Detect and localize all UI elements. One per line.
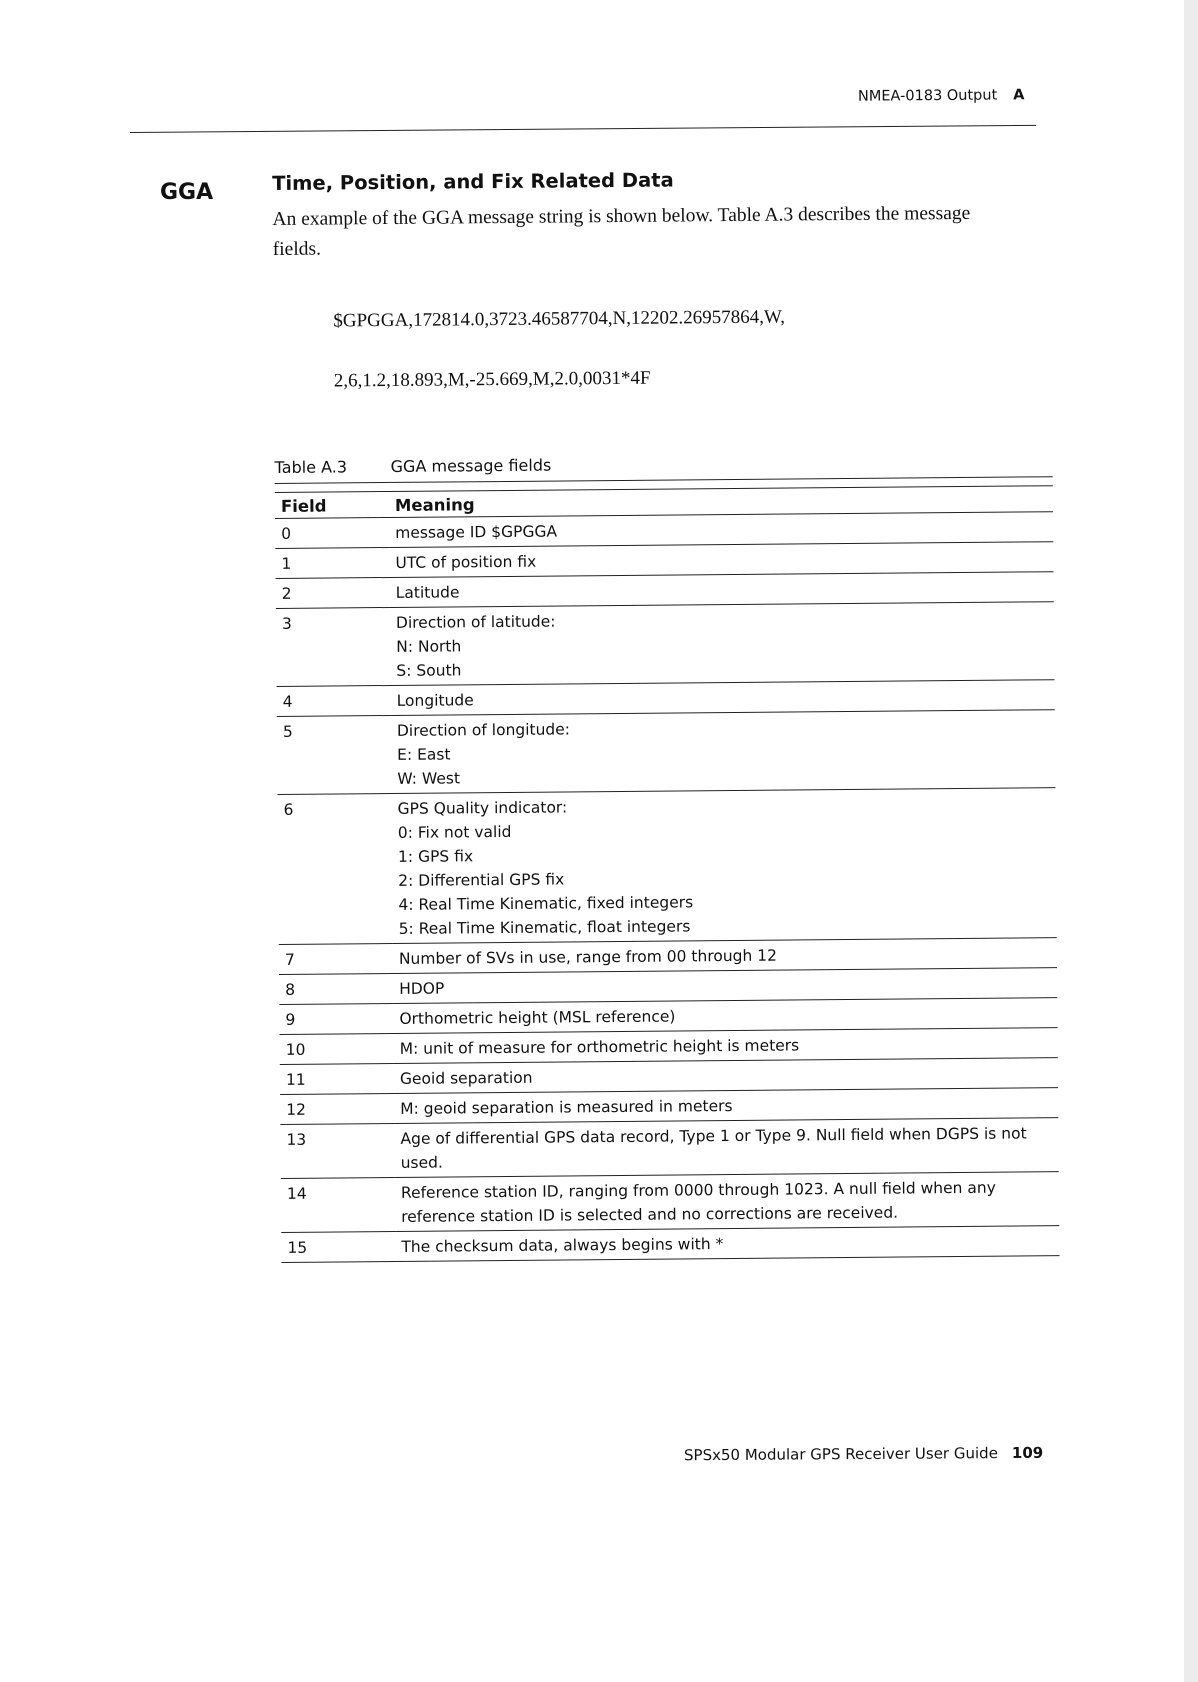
field-number: 3 [276,607,391,686]
field-meaning [390,602,1055,686]
gga-fields-table [275,485,1060,1263]
guide-title: SPSx50 Modular GPS Receiver User Guide [683,1444,998,1465]
meaning-option: E: East [397,745,451,764]
section-title: Time, Position, and Fix Related Data [272,168,674,195]
field-meaning [391,788,1056,944]
meaning-text: HDOP [399,979,445,998]
field-number: 0 [275,517,389,548]
meaning-option: 2: Differential GPS fix [398,870,565,890]
meaning-text: M: unit of measure for orthometric height is meters [399,1036,800,1058]
meaning-text: Geoid separation [399,1068,533,1088]
table-row [276,602,1055,687]
meaning-option: W: West [397,769,461,788]
meaning-option: 5: Real Time Kinematic, float integers [398,917,691,938]
table-number: Table A.3 [274,457,348,477]
meaning-text: message ID $GPGGA [395,522,558,542]
running-title: NMEA-0183 Output [857,87,998,105]
page-edge [1184,0,1198,1682]
table-row [281,1172,1059,1233]
meaning-text: Direction of longitude: [396,720,571,740]
field-number: 2 [276,577,390,608]
field-number: 15 [281,1231,395,1262]
meaning-text: Age of differential GPS data record, Type 1 or Type 9. Null field when DGPS is not used. [400,1124,1027,1172]
meaning-text: The checksum data, always begins with * [401,1235,724,1256]
field-number: 11 [280,1063,394,1094]
page-number: 109 [1011,1443,1044,1462]
field-meaning [394,1118,1058,1178]
field-meaning [395,1226,1059,1262]
field-number: 9 [279,1003,393,1034]
section-tag: GGA [160,180,214,205]
meaning-option: S: South [396,661,462,680]
meaning-text: UTC of position fix [395,552,537,572]
table-row [277,788,1056,945]
meaning-option: 1: GPS fix [397,847,474,866]
meaning-text: Longitude [396,691,474,710]
col-header-field: Field [275,491,389,518]
field-number: 4 [277,685,391,716]
meaning-option: N: North [396,637,462,656]
table-row [280,1118,1058,1179]
table-caption-text: GGA message fields [390,455,552,476]
meaning-text: GPS Quality indicator: [397,798,568,818]
main-content [272,161,1072,1263]
meaning-text: Latitude [395,583,460,602]
appendix-letter: A [1013,87,1025,104]
meaning-text: Direction of latitude: [395,612,556,632]
field-number: 10 [280,1033,394,1064]
example-line-1: $GPGGA,172814.0,3723.46587704,N,12202.26957864,W, [333,306,786,332]
meaning-text: Reference station ID, ranging from 0000 through 1023. A null field when any reference station ID is selected and no corrections are received. [400,1178,996,1226]
table-row [281,1226,1059,1263]
field-number: 5 [277,715,392,794]
running-head [858,87,1025,104]
table-body [275,512,1059,1263]
header-rule [130,125,1036,133]
intro-paragraph: An example of the GGA message string is shown below. Table A.3 describes the message fields. [272,202,971,260]
field-number: 8 [279,973,393,1004]
meaning-text: Number of SVs in use, range from 00 through 12 [398,946,778,968]
example-message [333,270,1064,426]
table-caption [275,450,1065,479]
page-footer [684,1444,1043,1465]
field-number: 13 [280,1123,394,1178]
field-number: 7 [279,943,393,974]
field-number: 14 [281,1177,395,1232]
meaning-option: 0: Fix not valid [397,822,512,842]
field-number: 12 [280,1093,394,1124]
field-meaning [395,1172,1059,1232]
col-header-meaning: Meaning [389,486,1053,518]
example-line-2: 2,6,1.2,18.893,M,-25.669,M,2.0,0031*4F [333,367,651,392]
table-row [277,710,1056,795]
meaning-text: Orthometric height (MSL reference) [399,1007,676,1028]
meaning-option: 4: Real Time Kinematic, fixed integers [398,893,694,914]
field-number: 1 [275,547,389,578]
field-number: 6 [277,793,392,944]
field-meaning [391,710,1056,794]
meaning-text: M: geoid separation is measured in meters [400,1097,733,1118]
